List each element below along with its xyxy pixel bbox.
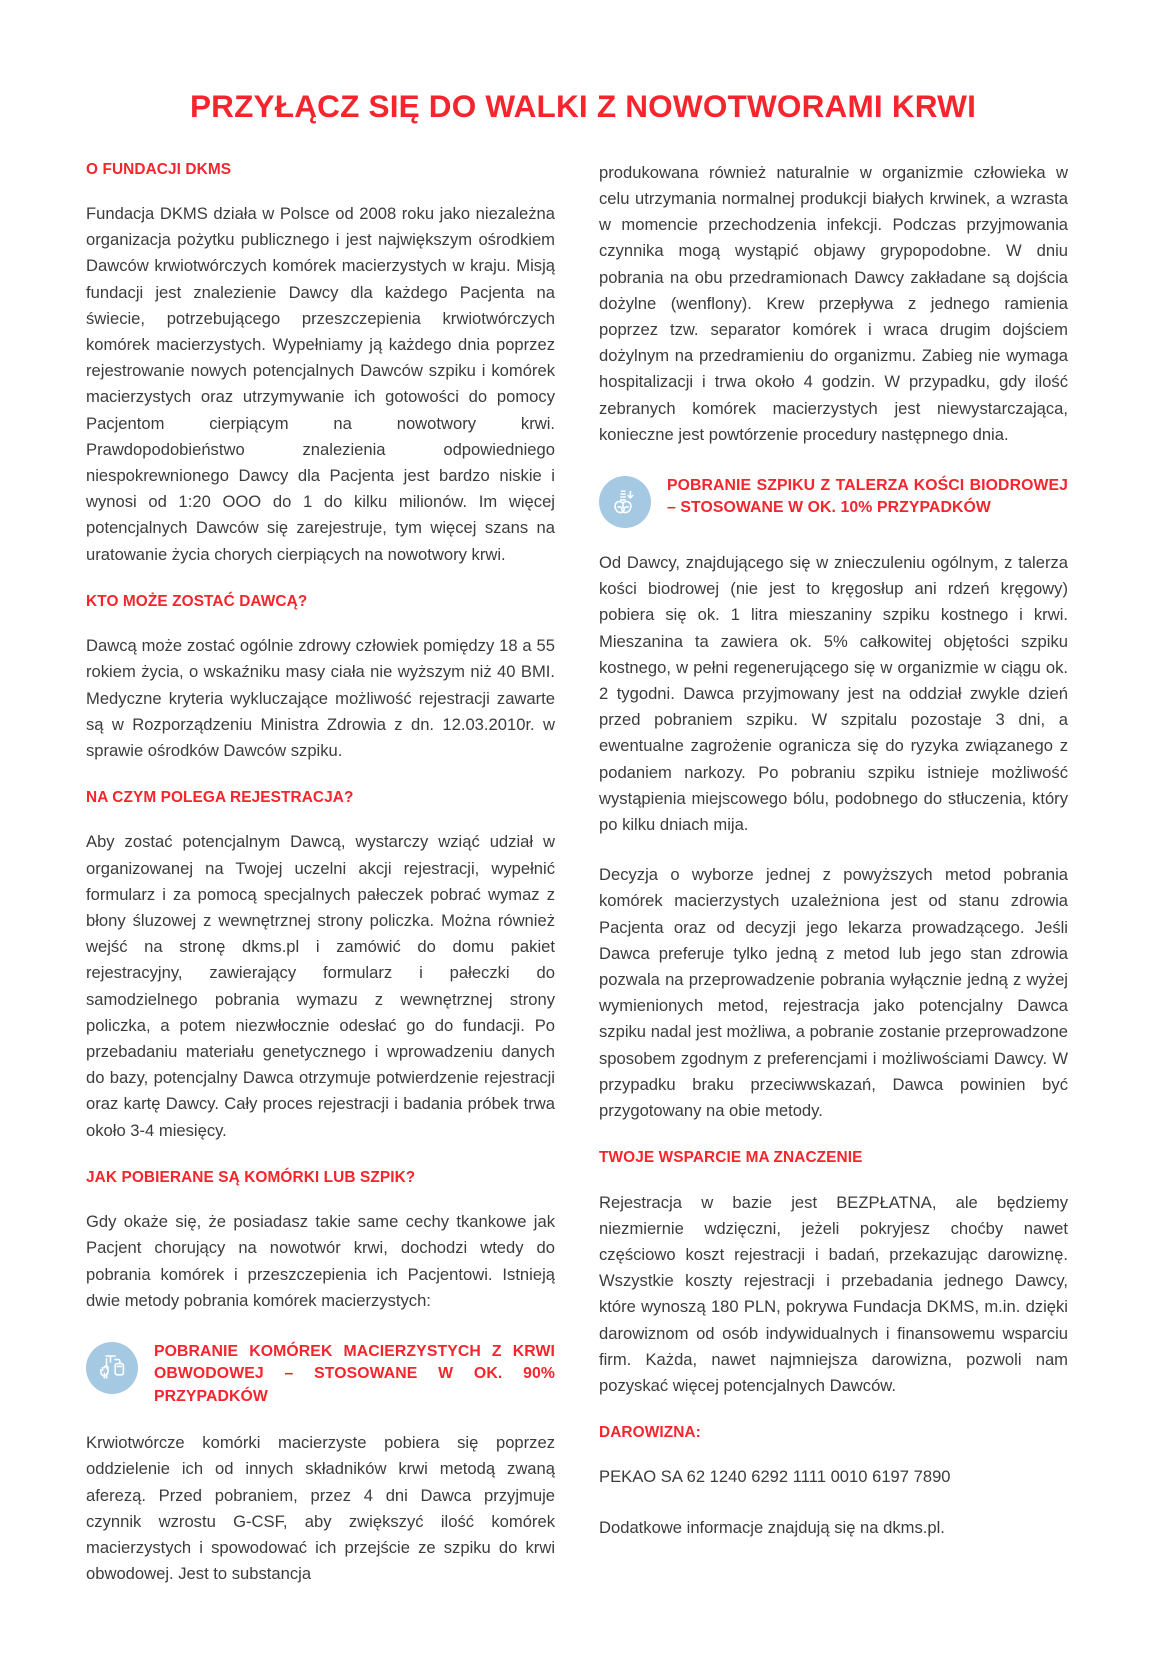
heading-who-can-donate: KTO MOŻE ZOSTAĆ DAWCĄ?	[86, 592, 308, 610]
paragraph-method-2: Od Dawcy, znajdującego się w znieczuleniu ogólnym, z talerza kości biodrowej (nie jest to kręgosłup ani rdzeń kręgowy) pobiera się ok. 1 litra mieszaniny szpiku kostnego i krwi. Mieszanina ta zawiera ok. 5% całkowitej objętości szpiku kostnego, w pełni regenerującego się w organizmie w ciągu ok. 2 tygodni. Dawca przyjmowany jest na oddział zwykle dzień przed pobraniem szpiku. W szpitalu pozostaje 3 dni, a ewentualne zagrożenie ogranicza się do ryzyka związanego z podaniem narkozy. Po pobraniu szpiku istnieje możliwość wystąpienia miejscowego bólu, podobnego do stłuczenia, który po kilku dniach mija.	[599, 553, 1068, 835]
method-1-callout	[86, 1340, 555, 1408]
heading-your-support: TWOJE WSPARCIE MA ZNACZENIE	[599, 1149, 863, 1167]
blood-bag-iv-icon	[86, 1342, 138, 1394]
paragraph-how-collected: Gdy okaże się, że posiadasz takie same cechy tkankowe jak Pacjent chorujący na nowotwór krwi, dochodzi wtedy do pobrania komórek i przeszczepienia ich Pacjentowi. Istnieją dwie metody pobrania komórek macierzystych:	[86, 1212, 555, 1310]
method-2-heading: POBRANIE SZPIKU Z TALERZA KOŚCI BIODROWEJ – STOSOWANE W OK. 10% PRZYPADKÓW	[667, 477, 1068, 517]
paragraph-who-can-donate: Dawcą może zostać ogólnie zdrowy człowiek pomiędzy 18 a 55 rokiem życia, o wskaźniku masy ciała nie wyższym niż 40 BMI. Medyczne kryteria wykluczające możliwość rejestracji zawarte są w Rozporządzeniu Ministra Zdrowia z dn. 12.03.2010r. w sprawie ośrodków Dawców szpiku.	[86, 636, 555, 760]
paragraph-about-foundation: Fundacja DKMS działa w Polsce od 2008 roku jako niezależna organizacja pożytku publicznego i jest największym ośrodkiem Dawców krwiotwórczych komórek macierzystych w kraju. Misją fundacji jest znalezienie Dawcy dla każdego Pacjenta na świecie, potrzebującego przeszczepienia krwiotwórczych komórek macierzystych. Wypełniamy ją każdego dnia poprzez rejestrowanie nowych potencjalnych Dawców szpiku i komórek macierzystych oraz utrzymywanie ich gotowości do pomocy Pacjentom cierpiącym na nowotwory krwi. Prawdopodobieństwo znalezienia odpowiedniego niespokrewnionego Dawcy dla Pacjenta jest bardzo niskie i wynosi od 1:20 OOO do 1 do kilku milionów. Im więcej potencjalnych Dawców się zarejestruje, tym więcej szans na uratowanie życia chorych cierpiących na nowotwory krwi.	[86, 204, 555, 564]
heading-how-collected: JAK POBIERANE SĄ KOMÓRKI LUB SZPIK?	[86, 1168, 416, 1186]
pelvis-bone-marrow-icon	[599, 476, 651, 528]
heading-registration: NA CZYM POLEGA REJESTRACJA?	[86, 789, 354, 807]
paragraph-method-1: Krwiotwórcze komórki macierzyste pobiera się poprzez oddzielenie ich od innych składników krwi metodą zwaną aferezą. Przed pobraniem, przez 4 dni Dawca przyjmuje czynnik wzrostu G-CSF, aby zwiększyć ilość komórek macierzystych i spowodować ich przejście ze szpiku do krwi obwodowej. Jest to substancja	[86, 1433, 555, 1584]
method-1-heading: POBRANIE KOMÓREK MACIERZYSTYCH Z KRWI OBWODOWEJ – STOSOWANE W OK. 90% PRZYPADKÓW	[154, 1342, 555, 1405]
heading-donation: DAROWIZNA:	[599, 1424, 701, 1442]
two-column-layout	[86, 160, 1080, 1588]
paragraph-decision: Decyzja o wyborze jednej z powyższych metod pobrania komórek macierzystych uzależniona jest od stanu zdrowia Pacjenta oraz od decyzji jego lekarza prowadzącego. Jeśli Dawca preferuje tylko jedną z metod lub jego stan zdrowia pozwala na przeprowadzenie pobrania wyłącznie jedną z wyżej wymienionych metod, rejestracja jako potencjalny Dawca szpiku nadal jest możliwa, a pobranie zostanie przeprowadzone sposobem zgodnym z preferencjami i możliwościami Dawcy. W przypadku braku przeciwwskazań, Dawca powinien być przygotowany na obie metody.	[599, 865, 1068, 1121]
more-information-text: Dodatkowe informacje znajdują się na dkms.pl.	[599, 1517, 945, 1537]
paragraph-method-1-continued: produkowana również naturalnie w organizmie człowieka w celu utrzymania normalnej produkcji białych krwinek, a wzrasta w momencie przechodzenia infekcji. Podczas przyjmowania czynnika mogą wystąpić objawy grypopodobne. W dniu pobrania na obu przedramionach Dawcy zakładane są dojścia dożylne (wenflony). Krew przepływa z jednego ramienia poprzez tzw. separator komórek i wraca drugim dojściem dożylnym na przedramieniu do organizmu. Zabieg nie wymaga hospitalizacji i trwa około 4 godzin. W przypadku, gdy ilość zebranych komórek macierzystych jest niewystarczająca, konieczne jest powtórzenie procedury następnego dnia.	[599, 162, 1068, 444]
paragraph-your-support: Rejestracja w bazie jest BEZPŁATNA, ale będziemy niezmiernie wdzięczni, jeżeli pokryjesz choćby nawet częściowo koszt rejestracji i badań, przekazując darowiznę. Wszystkie koszty rejestracji i przebadania jednego Dawcy, które wynoszą 180 PLN, pokrywa Fundacja DKMS, m.in. dzięki darowiznom od osób indywidualnych i finansowemu wsparciu firm. Każda, nawet najmniejsza darowizna, pozwoli nam pozyskać więcej potencjalnych Dawców.	[599, 1192, 1068, 1395]
right-column	[599, 160, 1068, 1541]
heading-about-foundation: O FUNDACJI DKMS	[86, 160, 232, 178]
left-column	[86, 160, 555, 1588]
paragraph-registration: Aby zostać potencjalnym Dawcą, wystarczy wziąć udział w organizowanej na Twojej uczelni akcji rejestracji, wypełnić formularz i za pomocą specjalnych pałeczek pobrać wymaz z błony śluzowej z wewnętrznej strony policzka. Można również wejść na stronę dkms.pl i zamówić do domu pakiet rejestracyjny, zawierający formularz i pałeczki do samodzielnego pobrania wymazu z wewnętrznej strony policzka, a potem niezwłocznie odesłać go do fundacji. Po przebadaniu materiału genetycznego i wprowadzeniu danych do bazy, potencjalny Dawca otrzymuje potwierdzenie rejestracji oraz kartę Dawcy. Cały proces rejestracji i badania próbek trwa około 3-4 miesięcy.	[86, 832, 555, 1140]
page-title: PRZYŁĄCZ SIĘ DO WALKI Z NOWOTWORAMI KRWI	[189, 88, 977, 124]
bank-account-number: PEKAO SA 62 1240 6292 1111 0010 6197 7890	[599, 1467, 951, 1487]
method-2-callout	[599, 474, 1068, 528]
